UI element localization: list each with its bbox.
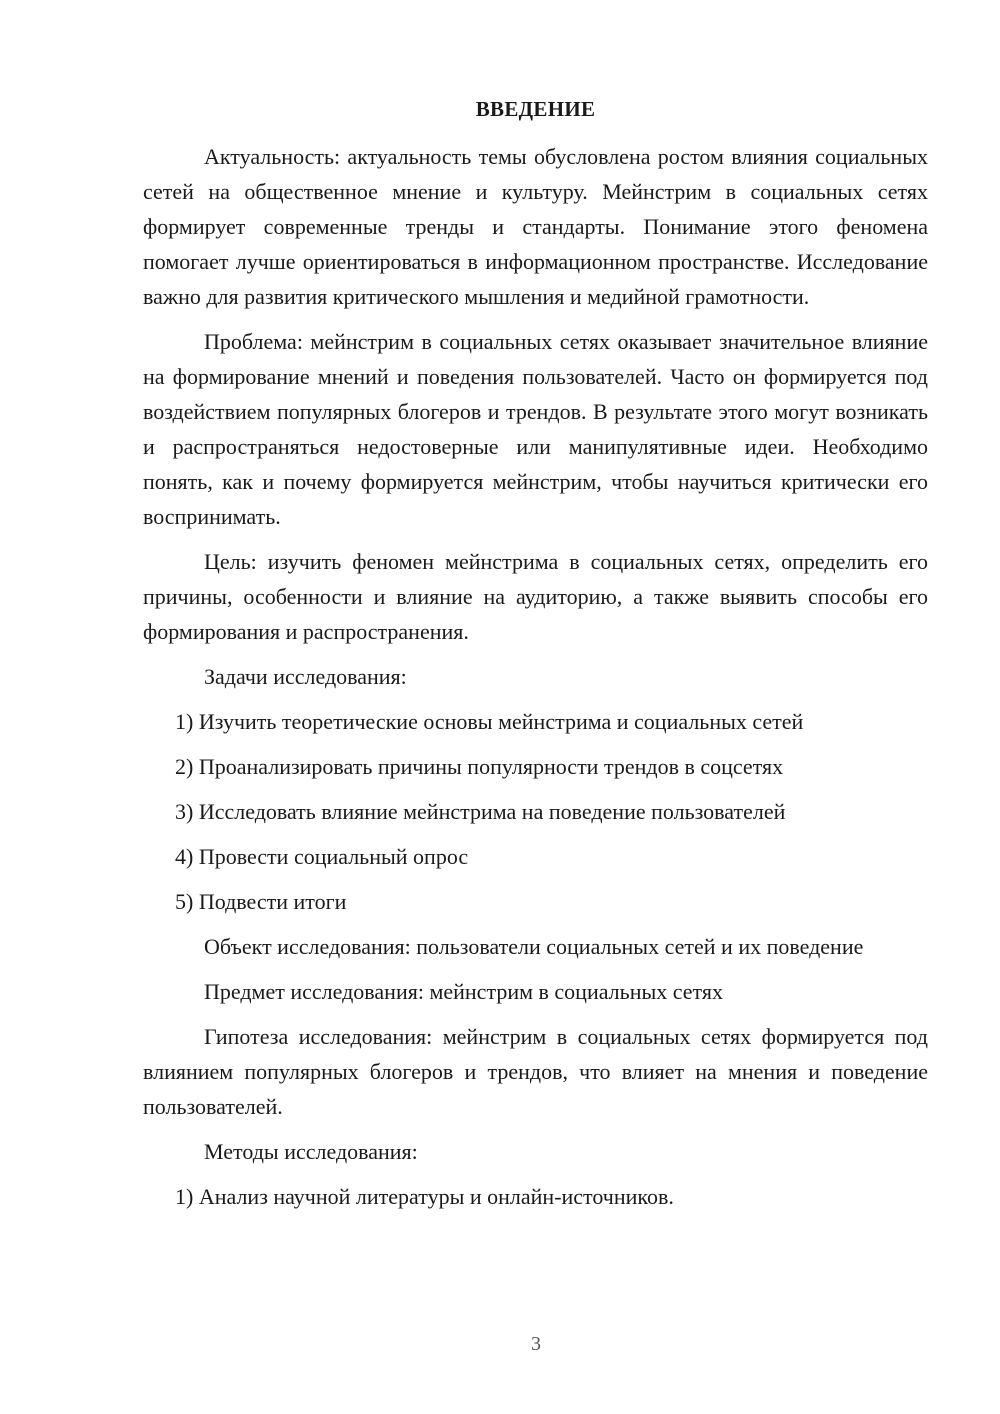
task-item: 3) Исследовать влияние мейнстрима на поведение пользователей [175, 799, 786, 824]
object-paragraph: Объект исследования: пользователи социальных сетей и их поведение [204, 934, 864, 959]
goal-paragraph: Цель: изучить феномен мейнстрима в социальных сетях, определить его причины, особенности и влияние на аудиторию, а также выявить способы его формирования и распространения. [143, 549, 928, 644]
subject-paragraph: Предмет исследования: мейнстрим в социальных сетях [204, 979, 723, 1004]
tasks-heading: Задачи исследования: [204, 664, 407, 689]
section-title: ВВЕДЕНИЕ [475, 97, 596, 121]
task-item: 1) Изучить теоретические основы мейнстрима и социальных сетей [175, 709, 804, 734]
method-item: 1) Анализ научной литературы и онлайн-источников. [175, 1184, 674, 1209]
relevance-paragraph: Актуальность: актуальность темы обусловлена ростом влияния социальных сетей на общественное мнение и культуру. Мейнстрим в социальных сетях формирует современные тренды и стандарты. Понимание этого феномена помогает лучше ориентироваться в информационном пространстве. Исследование важно для развития критического мышления и медийной грамотности. [143, 144, 928, 309]
page-number: 3 [531, 1333, 541, 1355]
task-item: 5) Подвести итоги [175, 889, 347, 914]
methods-heading: Методы исследования: [204, 1139, 418, 1164]
task-item: 2) Проанализировать причины популярности трендов в соцсетях [175, 754, 784, 779]
problem-paragraph: Проблема: мейнстрим в социальных сетях оказывает значительное влияние на формирование мнений и поведения пользователей. Часто он формируется под воздействием популярных блогеров и трендов. В результате этого могут возникать и распространяться недостоверные или манипулятивные идеи. Необходимо понять, как и почему формируется мейнстрим, чтобы научиться критически его воспринимать. [143, 329, 928, 529]
task-item: 4) Провести социальный опрос [175, 844, 469, 869]
hypothesis-paragraph: Гипотеза исследования: мейнстрим в социальных сетях формируется под влиянием популярных блогеров и трендов, что влияет на мнения и поведение пользователей. [143, 1024, 928, 1119]
document-page [143, 92, 928, 1224]
